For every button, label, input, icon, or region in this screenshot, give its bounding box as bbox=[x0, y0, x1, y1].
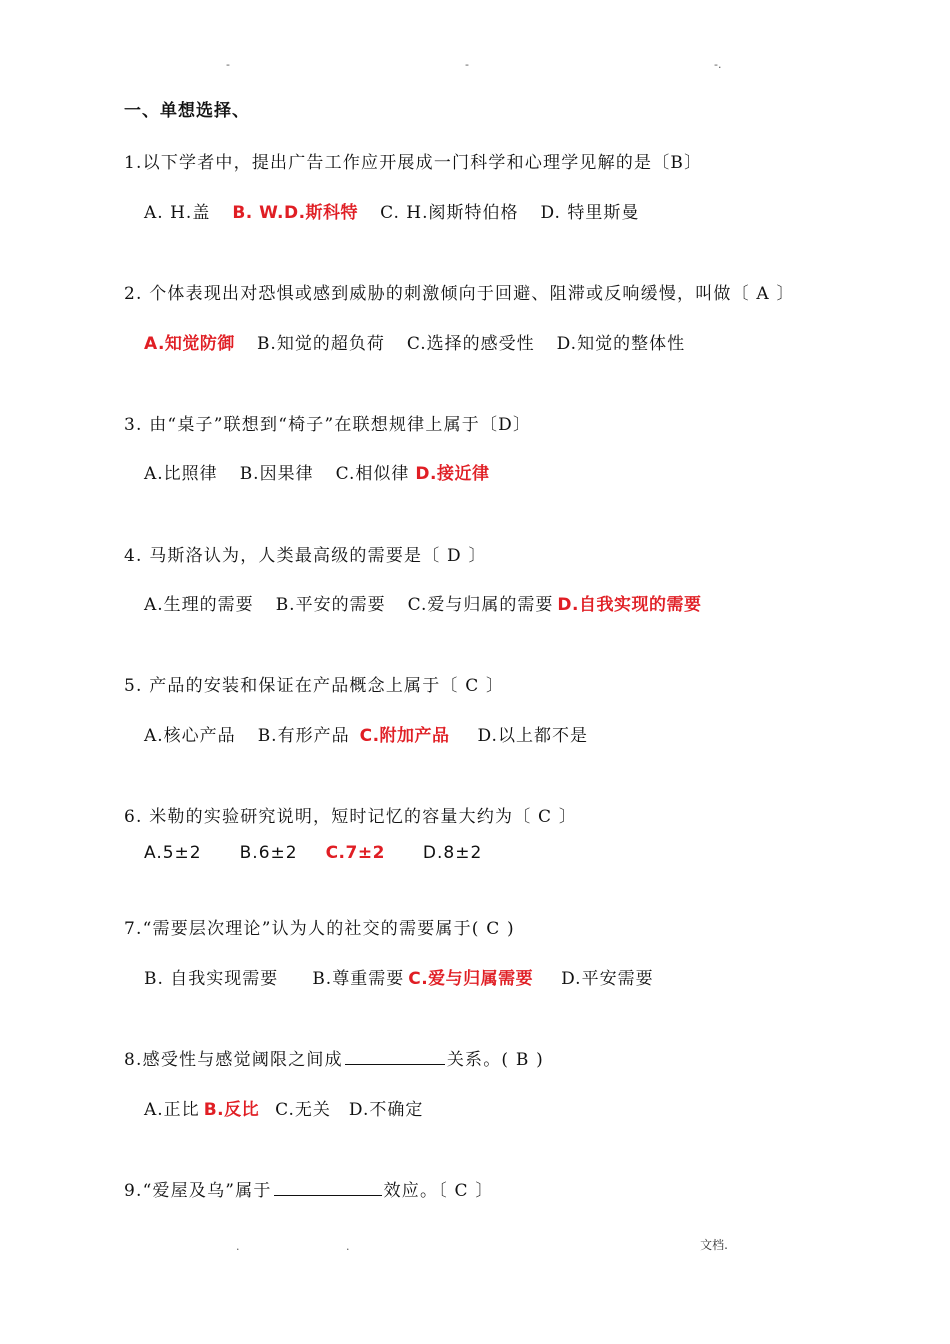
question-stem-pre: 9.“爱屋及乌”属于 bbox=[124, 1181, 272, 1201]
question-stem-post: 关系。( B ) bbox=[446, 1050, 544, 1070]
fill-blank bbox=[345, 1050, 445, 1065]
option-list bbox=[144, 964, 676, 989]
footer-mark: . bbox=[236, 1240, 240, 1253]
option-d-correct: D.自我实现的需要 bbox=[557, 595, 702, 615]
option-list bbox=[144, 329, 707, 354]
option-c: C.爱与归属的需要 bbox=[407, 595, 554, 615]
option-b: B.知觉的超负荷 bbox=[256, 334, 385, 354]
option-a: A.5±2 bbox=[144, 843, 202, 863]
option-a: A.生理的需要 bbox=[144, 595, 254, 615]
option-d: D. 特里斯曼 bbox=[540, 203, 640, 223]
option-a: A.正比 bbox=[144, 1100, 200, 1120]
footer-mark: . bbox=[346, 1240, 350, 1253]
question-stem: 2. 个体表现出对恐惧或感到威胁的刺激倾向于回避、阻滞或反响缓慢，叫做〔 A 〕 bbox=[124, 284, 795, 304]
option-d: D.以上都不是 bbox=[477, 726, 588, 746]
option-d-correct: D.接近律 bbox=[415, 464, 490, 484]
header-mark: -. bbox=[714, 58, 722, 71]
question-stem: 6. 米勒的实验研究说明，短时记忆的容量大约为〔 C 〕 bbox=[124, 807, 578, 827]
option-a: A.比照律 bbox=[144, 464, 218, 484]
question-stem: 7.“需要层次理论”认为人的社交的需要属于( C ) bbox=[124, 919, 515, 939]
option-d: D.不确定 bbox=[348, 1100, 424, 1120]
question-stem-pre: 8.感受性与感觉阈限之间成 bbox=[124, 1050, 343, 1070]
option-d: D.平安需要 bbox=[561, 969, 654, 989]
option-c: C.相似律 bbox=[335, 464, 410, 484]
option-a: A. H.盖 bbox=[144, 203, 211, 223]
option-d: D.8±2 bbox=[422, 843, 483, 863]
option-b: B.6±2 bbox=[239, 843, 298, 863]
question-stem: 1.以下学者中，提出广告工作应开展成一门科学和心理学见解的是〔B〕 bbox=[124, 153, 703, 173]
option-c: C.无关 bbox=[275, 1100, 331, 1120]
header-mark: - bbox=[465, 58, 469, 71]
question-stem: 4. 马斯洛认为，人类最高级的需要是〔 D 〕 bbox=[124, 546, 487, 566]
option-a: A.核心产品 bbox=[144, 726, 236, 746]
question-stem: 3. 由“桌子”联想到“椅子”在联想规律上属于〔D〕 bbox=[124, 415, 532, 435]
question-stem: 5. 产品的安装和保证在产品概念上属于〔 C 〕 bbox=[124, 676, 505, 696]
option-c-correct: C.爱与归属需要 bbox=[408, 969, 534, 989]
section-title: 一、单想选择、 bbox=[124, 101, 250, 121]
fill-blank bbox=[274, 1181, 382, 1196]
option-b: B.有形产品 bbox=[257, 726, 350, 746]
option-list bbox=[144, 843, 504, 863]
question-stem bbox=[124, 1176, 494, 1201]
option-list bbox=[144, 590, 723, 615]
option-list bbox=[144, 459, 511, 484]
option-c: C. H.阂斯特伯格 bbox=[380, 203, 519, 223]
option-b-correct: B. W.D.斯科特 bbox=[232, 203, 359, 223]
footer-label: 文档. bbox=[700, 1238, 728, 1252]
option-b: B.尊重需要 bbox=[312, 969, 405, 989]
option-list bbox=[144, 1095, 445, 1120]
option-a-correct: A.知觉防御 bbox=[144, 334, 235, 354]
question-stem-post: 效应。〔 C 〕 bbox=[383, 1181, 494, 1201]
option-b: B.因果律 bbox=[239, 464, 314, 484]
option-c: C.选择的感受性 bbox=[406, 334, 535, 354]
header-mark: - bbox=[226, 58, 230, 71]
option-list bbox=[144, 198, 661, 223]
option-c-correct: C.7±2 bbox=[325, 843, 385, 863]
question-stem bbox=[124, 1045, 544, 1070]
option-b-first: B. 自我实现需要 bbox=[144, 969, 279, 989]
option-d: D.知觉的整体性 bbox=[556, 334, 686, 354]
option-b: B.平安的需要 bbox=[275, 595, 386, 615]
option-list bbox=[144, 721, 610, 746]
option-c-correct: C.附加产品 bbox=[359, 726, 450, 746]
option-b-correct: B.反比 bbox=[203, 1100, 260, 1120]
